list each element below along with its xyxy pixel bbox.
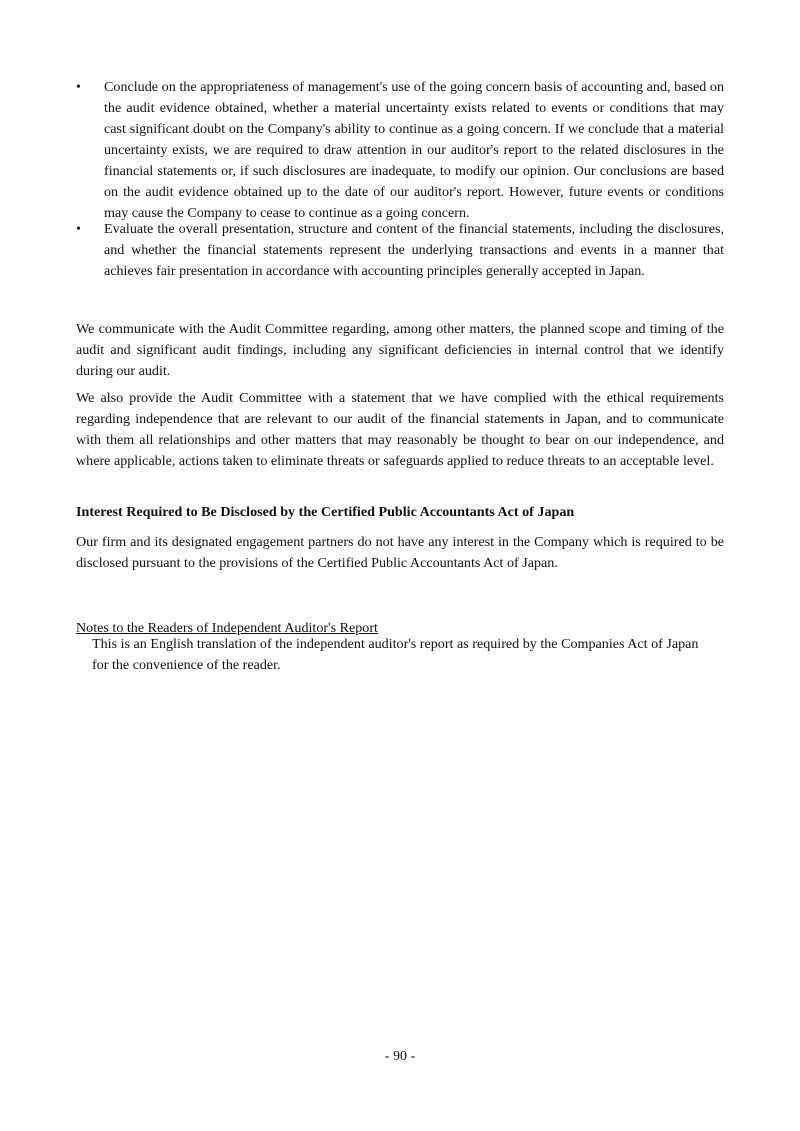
bullet-mark: • [76,79,81,95]
notes-title: Notes to the Readers of Independent Auditor's Report [76,620,378,636]
bullet-item-going-concern [76,77,724,224]
notes-body: This is an English translation of the independent auditor's report as required by the Companies Act of Japan for the convenience of the reader. [92,636,699,673]
bullet-item-presentation [76,219,724,282]
paragraph-interest: Our firm and its designated engagement partners do not have any interest in the Company which is required to be disclosed pursuant to the provisions of the Certified Public Accountants Act of Japan. [76,534,724,571]
paragraph-independence-statement: We also provide the Audit Committee with a statement that we have complied with the ethical requirements regarding independence that are relevant to our audit of the financial statements in Japan, and to communicate with them all relationships and other matters that may reasonably be thought to bear on our independence, and where applicable, actions taken to eliminate threats or safeguards applied to reduce threats to an acceptable level. [76,390,724,469]
paragraph-audit-committee-communication: We communicate with the Audit Committee regarding, among other matters, the planned scope and timing of the audit and significant audit findings, including any significant deficiencies in internal control that we identify during our audit. [76,321,724,379]
section-heading-interest: Interest Required to Be Disclosed by the Certified Public Accountants Act of Japan [76,504,575,520]
bullet-mark: • [76,221,81,237]
bullet-text-presentation: Evaluate the overall presentation, structure and content of the financial statements, including the disclosures, and whether the financial statements represent the underlying transactions and events in a manner that achieves fair presentation in accordance with accounting principles generally accepted in Japan. [104,221,724,279]
page-number: - 90 - [384,1048,416,1064]
bullet-text-going-concern: Conclude on the appropriateness of management's use of the going concern basis of accounting and, based on the audit evidence obtained, whether a material uncertainty exists related to events or conditions that may cast significant doubt on the Company's ability to continue as a going concern. If we conclude that a material uncertainty exists, we are required to draw attention in our auditor's report to the related disclosures in the financial statements or, if such disclosures are inadequate, to modify our opinion. Our conclusions are based on the audit evidence obtained up to the date of our auditor's report. However, future events or conditions may cause the Company to cease to continue as a going concern. [104,79,724,221]
